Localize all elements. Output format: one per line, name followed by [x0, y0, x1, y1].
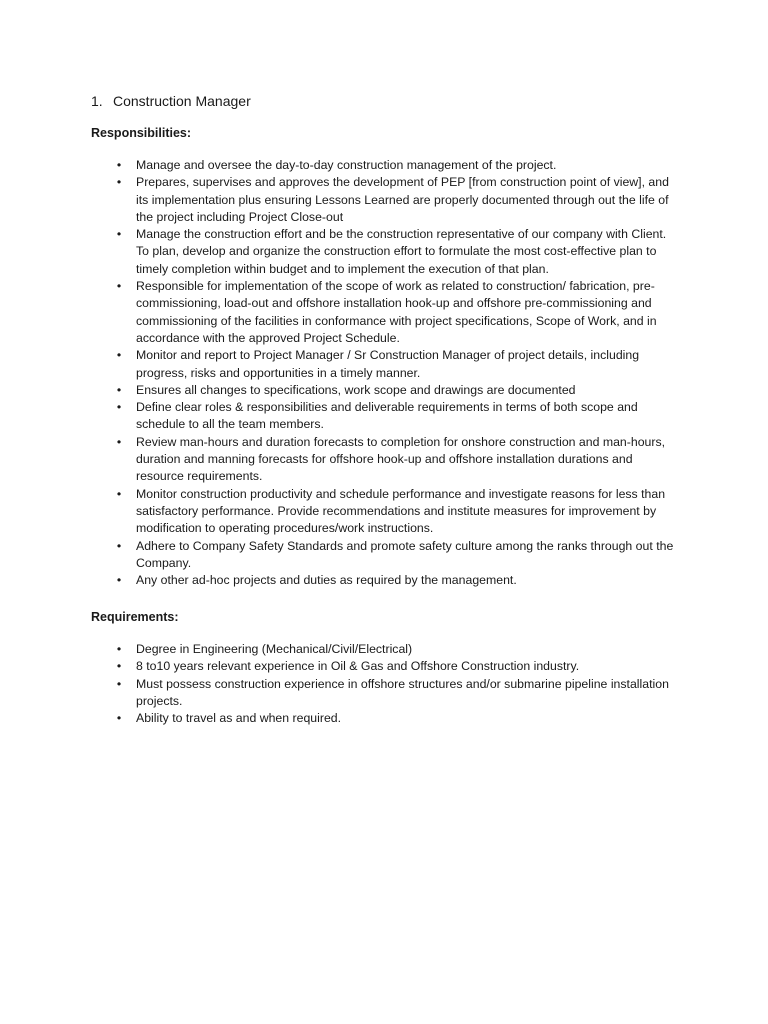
bullet-icon: •: [116, 573, 122, 588]
list-item: [0, 641, 679, 658]
list-item-text: Prepares, supervises and approves the development of PEP [from construction point of view], and its implementation plus ensuring Lessons Learned are properly documented through out the life of the project including Project Close-out: [136, 175, 669, 224]
list-item-text: Manage and oversee the day-to-day construction management of the project.: [136, 158, 557, 172]
bullet-icon: •: [116, 279, 122, 294]
list-item: [0, 434, 679, 486]
list-item-text: 8 to10 years relevant experience in Oil & Gas and Offshore Construction industry.: [136, 659, 580, 674]
list-item: [0, 226, 679, 278]
list-item-text: Monitor and report to Project Manager / Sr Construction Manager of project details, including progress, risks and opportunities in a timely manner.: [136, 348, 640, 380]
job-title-heading: [91, 92, 251, 110]
list-item-text: Degree in Engineering (Mechanical/Civil/Electrical): [136, 642, 413, 656]
list-item-text: Manage the construction effort and be the construction representative of our company with Client. To plan, develop and organize the construction effort to formulate the most cost-effective plan to timely completion within budget and to implement the execution of that plan.: [136, 227, 667, 276]
responsibilities-list: [0, 157, 768, 589]
list-item-text: Must possess construction experience in offshore structures and/or submarine pipeline installation projects.: [136, 676, 669, 708]
list-item-text: Review man-hours and duration forecasts to completion for onshore construction and man-hours, duration and manning forecasts for offshore hook-up and offshore installation durations and resource requirements.: [136, 434, 666, 484]
list-item-text: Ensures all changes to specifications, work scope and drawings are documented: [136, 382, 576, 397]
bullet-icon: •: [116, 642, 122, 656]
list-item-text: Ability to travel as and when required.: [136, 711, 342, 726]
list-item-text: Responsible for implementation of the scope of work as related to construction/ fabrication, pre-commissioning, load-out and offshore installation hook-up and offshore pre-commissioning and commissioning of the facilities in conformance with project specifications, Scope of Work, and in accordance with the approved Project Schedule.: [136, 279, 657, 345]
list-item: [0, 157, 679, 174]
list-item: [0, 278, 679, 347]
requirements-label: Requirements:: [91, 610, 179, 624]
list-item-text: Monitor construction productivity and schedule performance and investigate reasons for less than satisfactory performance. Provide recommendations and institute measures for improvement by modification to operating procedures/work instructions.: [136, 486, 666, 536]
list-item: [0, 572, 679, 589]
list-item: [0, 174, 679, 226]
bullet-icon: •: [116, 158, 122, 172]
heading-number: 1.: [91, 93, 103, 109]
bullet-icon: •: [116, 659, 122, 674]
list-item: [0, 710, 679, 727]
requirements-list: [0, 641, 768, 727]
bullet-icon: •: [116, 434, 122, 449]
bullet-icon: •: [116, 400, 122, 415]
heading-title: Construction Manager: [113, 93, 251, 109]
list-item: [0, 658, 679, 675]
list-item-text: Define clear roles & responsibilities and deliverable requirements in terms of both scope and schedule to all the team members.: [136, 400, 638, 432]
bullet-icon: •: [116, 711, 122, 726]
list-item: [0, 382, 679, 399]
responsibilities-label: Responsibilities:: [91, 126, 192, 140]
list-item-text: Adhere to Company Safety Standards and promote safety culture among the ranks through out the Company.: [136, 538, 674, 570]
bullet-icon: •: [116, 382, 122, 397]
bullet-icon: •: [116, 676, 122, 691]
bullet-icon: •: [116, 175, 122, 190]
bullet-icon: •: [116, 538, 122, 553]
list-item: [0, 486, 679, 538]
list-item: [0, 538, 679, 573]
bullet-icon: •: [116, 348, 122, 363]
list-item: [0, 676, 679, 711]
list-item-text: Any other ad-hoc projects and duties as required by the management.: [136, 573, 517, 588]
bullet-icon: •: [116, 227, 122, 242]
list-item: [0, 399, 679, 434]
list-item: [0, 347, 679, 382]
bullet-icon: •: [116, 486, 122, 501]
